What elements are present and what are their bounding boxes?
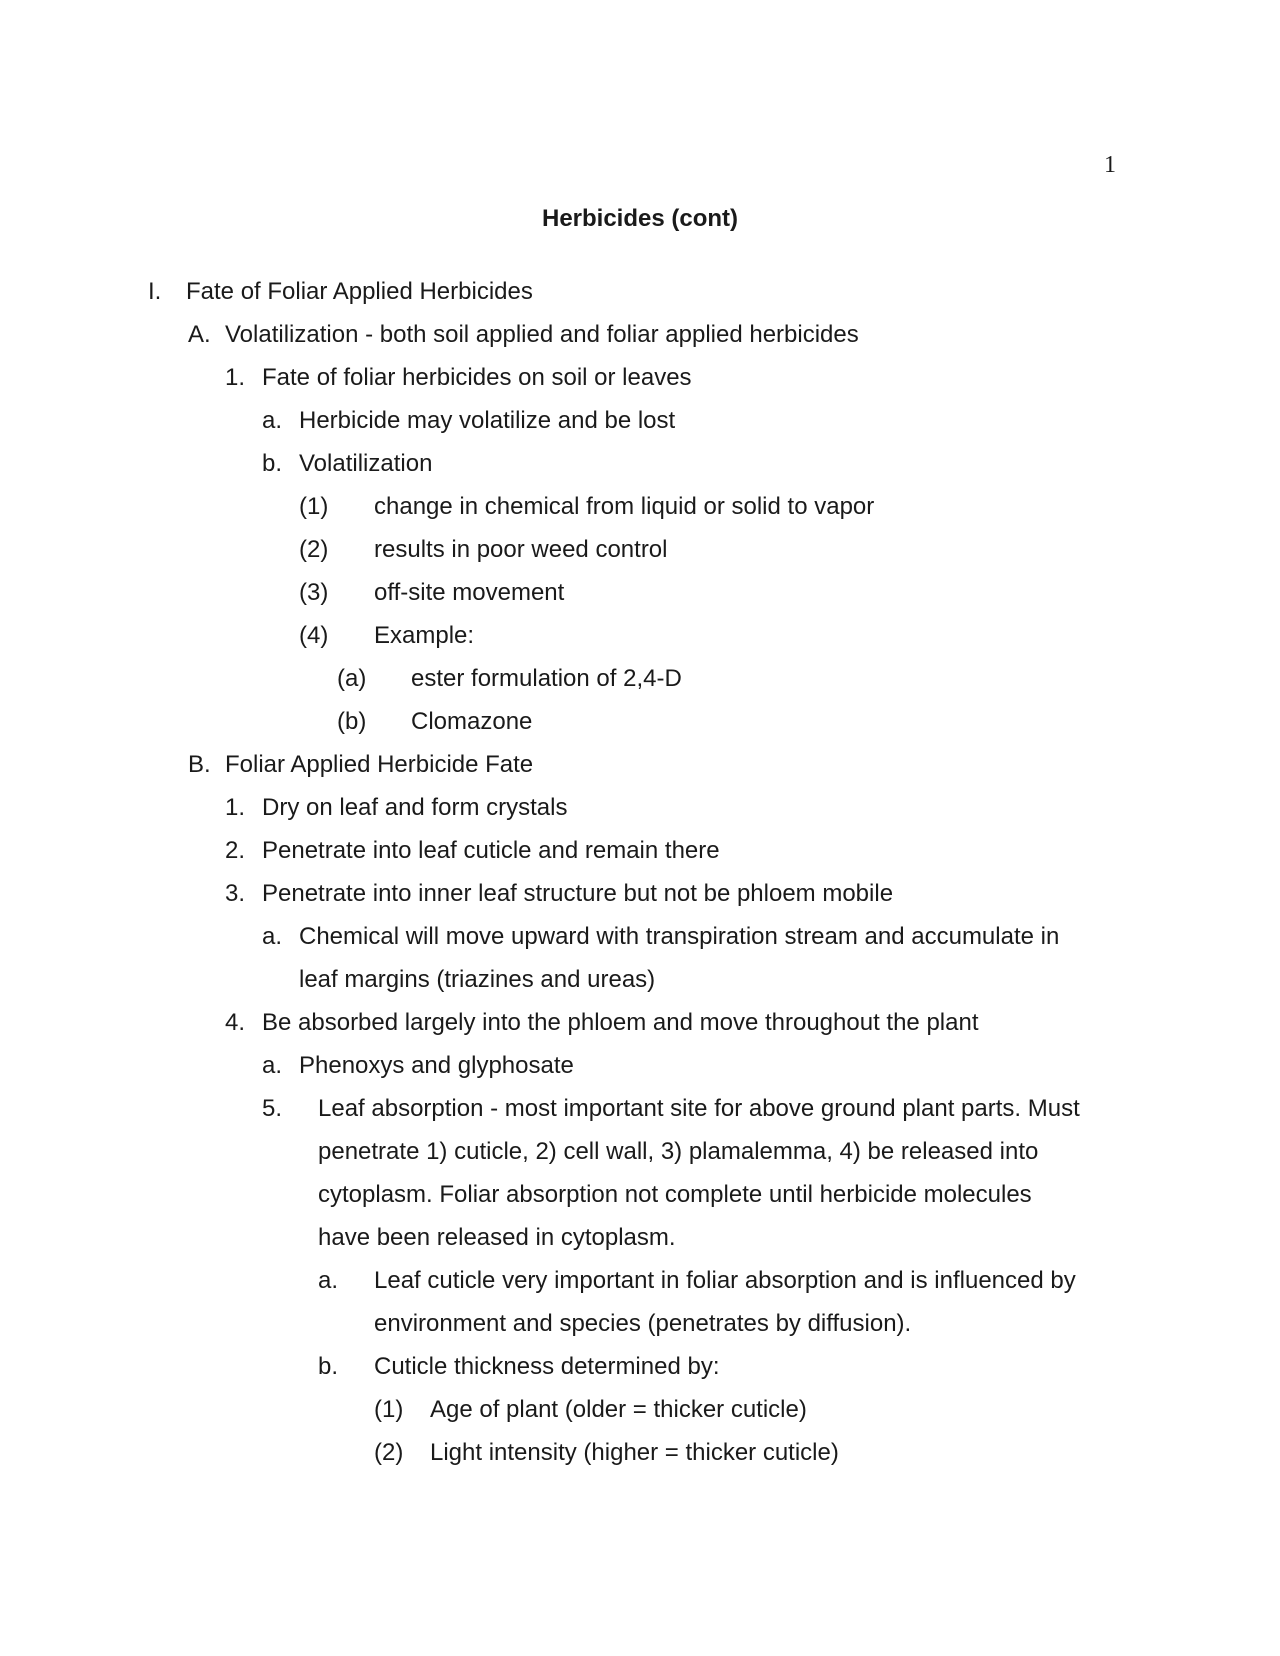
outline-marker: a.	[262, 923, 283, 950]
outline-marker: a.	[318, 1267, 339, 1294]
outline-marker: I.	[148, 278, 162, 305]
outline-marker: 1.	[225, 364, 246, 391]
outline-marker: (b)	[337, 708, 367, 735]
outline-marker: A.	[188, 321, 211, 348]
outline-text: Be absorbed largely into the phloem and move throughout the plant	[262, 1009, 979, 1036]
outline-text: Volatilization	[299, 450, 433, 477]
outline-text: Leaf absorption - most important site for above ground plant parts. Must	[318, 1095, 1080, 1122]
outline-marker: (2)	[374, 1439, 404, 1466]
outline-marker: 5.	[262, 1095, 283, 1122]
outline-text: Fate of Foliar Applied Herbicides	[186, 278, 533, 305]
outline-marker: a.	[262, 407, 283, 434]
outline-marker: b.	[318, 1353, 339, 1380]
outline-text: Light intensity (higher = thicker cuticle)	[430, 1439, 839, 1466]
outline-marker: (3)	[299, 579, 329, 606]
page-title: Herbicides (cont)	[541, 205, 739, 232]
outline-text: Chemical will move upward with transpiration stream and accumulate in	[299, 923, 1060, 950]
outline-text: Penetrate into inner leaf structure but not be phloem mobile	[262, 880, 894, 907]
outline-marker: 2.	[225, 837, 246, 864]
outline-marker: B.	[188, 751, 211, 778]
outline-text: Clomazone	[411, 708, 533, 735]
outline-marker: (a)	[337, 665, 367, 692]
outline-marker: (1)	[374, 1396, 404, 1423]
outline-text: Volatilization - both soil applied and foliar applied herbicides	[225, 321, 859, 348]
outline-text: Penetrate into leaf cuticle and remain there	[262, 837, 720, 864]
outline-marker: a.	[262, 1052, 283, 1079]
outline-text: Dry on leaf and form crystals	[262, 794, 568, 821]
outline-marker: (1)	[299, 493, 329, 520]
outline-marker: (4)	[299, 622, 329, 649]
outline-text: Cuticle thickness determined by:	[374, 1353, 720, 1380]
outline-text: cytoplasm. Foliar absorption not complete until herbicide molecules	[318, 1181, 1032, 1208]
outline-text: have been released in cytoplasm.	[318, 1224, 676, 1251]
outline-text: Fate of foliar herbicides on soil or leaves	[262, 364, 692, 391]
outline-text: off-site movement	[374, 579, 565, 606]
outline-text: Herbicide may volatilize and be lost	[299, 407, 676, 434]
outline-text: Example:	[374, 622, 475, 649]
outline-marker: b.	[262, 450, 283, 477]
page-number: 1	[1104, 152, 1116, 178]
outline-marker: 1.	[225, 794, 246, 821]
outline-marker: 3.	[225, 880, 246, 907]
outline-text: Leaf cuticle very important in foliar absorption and is influenced by	[374, 1267, 1076, 1294]
outline-text: ester formulation of 2,4-D	[411, 665, 682, 692]
outline-text: environment and species (penetrates by diffusion).	[374, 1310, 912, 1337]
outline-text: Age of plant (older = thicker cuticle)	[430, 1396, 807, 1423]
outline-text: Phenoxys and glyphosate	[299, 1052, 574, 1079]
outline-text: Foliar Applied Herbicide Fate	[225, 751, 534, 778]
outline-text: leaf margins (triazines and ureas)	[299, 966, 656, 993]
outline-text: penetrate 1) cuticle, 2) cell wall, 3) plamalemma, 4) be released into	[318, 1138, 1039, 1165]
outline-text: change in chemical from liquid or solid to vapor	[374, 493, 875, 520]
outline-marker: (2)	[299, 536, 329, 563]
outline-marker: 4.	[225, 1009, 246, 1036]
outline-text: results in poor weed control	[374, 536, 668, 563]
